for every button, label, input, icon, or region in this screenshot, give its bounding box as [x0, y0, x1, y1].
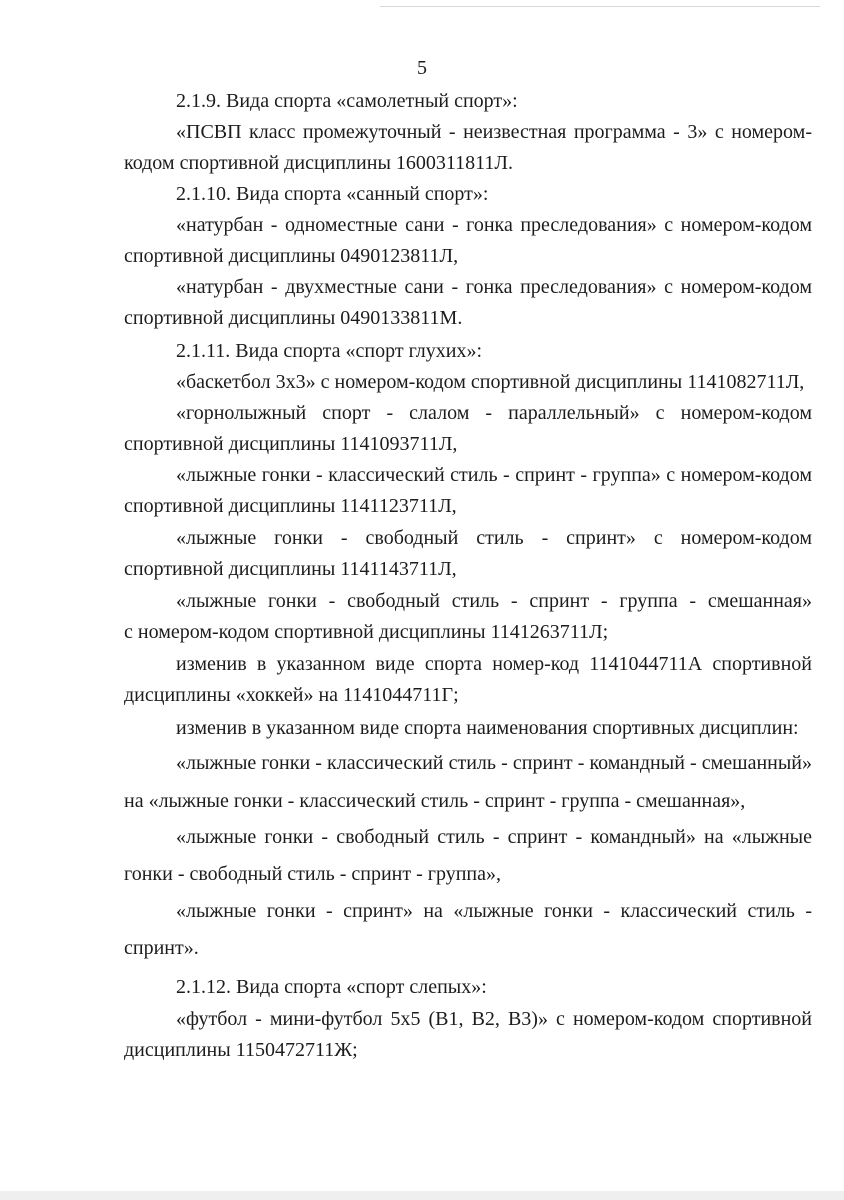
- paragraph-line: «натурбан - двухместные сани - гонка преследования» с номером-кодом: [176, 276, 812, 298]
- paragraph-line: «лыжные гонки - классический стиль - спринт - командный - смешанный»: [176, 752, 812, 774]
- paragraph-line: спортивной дисциплины 1141093711Л,: [124, 433, 458, 455]
- page-number: 5: [417, 57, 427, 79]
- paragraph-line: «футбол - мини-футбол 5x5 (B1, B2, B3)» с номером-кодом спортивной: [176, 1008, 812, 1030]
- section-heading-2-1-10: 2.1.10. Вида спорта «санный спорт»:: [176, 183, 489, 205]
- paragraph-line: «ПСВП класс промежуточный - неизвестная программа - 3» с номером-: [176, 121, 812, 143]
- paragraph-line: спортивной дисциплины 1141143711Л,: [124, 558, 457, 580]
- paragraph-line: изменив в указанном виде спорта номер-код 1141044711А спортивной: [176, 653, 812, 675]
- paragraph-line: изменив в указанном виде спорта наименования спортивных дисциплин:: [176, 717, 799, 739]
- paragraph-line: «натурбан - одноместные сани - гонка преследования» с номером-кодом: [176, 214, 812, 236]
- paragraph-line: дисциплины «хоккей» на 1141044711Г;: [124, 684, 459, 706]
- paragraph-line: кодом спортивной дисциплины 1600311811Л.: [124, 152, 513, 174]
- paragraph-line: «горнолыжный спорт - слалом - параллельный» с номером-кодом: [176, 402, 812, 424]
- paragraph-line: спортивной дисциплины 1141123711Л,: [124, 495, 457, 517]
- section-heading-2-1-11: 2.1.11. Вида спорта «спорт глухих»:: [176, 340, 483, 362]
- paragraph-line: спортивной дисциплины 0490123811Л,: [124, 245, 459, 267]
- scan-edge-top: [380, 6, 820, 7]
- paragraph-line: гонки - свободный стиль - спринт - группа»,: [124, 863, 501, 885]
- paragraph-line: «лыжные гонки - спринт» на «лыжные гонки - классический стиль -: [176, 900, 812, 922]
- paragraph-line: «баскетбол 3x3» с номером-кодом спортивной дисциплины 1141082711Л,: [176, 371, 805, 393]
- paragraph-line: «лыжные гонки - классический стиль - спринт - группа» с номером-кодом: [176, 464, 812, 486]
- paragraph-line: спринт».: [124, 937, 199, 959]
- paragraph-line: «лыжные гонки - свободный стиль - спринт - командный» на «лыжные: [176, 826, 812, 848]
- paragraph-line: с номером-кодом спортивной дисциплины 1141263711Л;: [124, 621, 609, 643]
- section-heading-2-1-12: 2.1.12. Вида спорта «спорт слепых»:: [176, 976, 487, 998]
- paragraph-line: дисциплины 1150472711Ж;: [124, 1039, 358, 1061]
- paragraph-line: на «лыжные гонки - классический стиль - спринт - группа - смешанная»,: [124, 790, 746, 812]
- scan-edge-bottom: [0, 1191, 844, 1200]
- paragraph-line: «лыжные гонки - свободный стиль - спринт» с номером-кодом: [176, 527, 812, 549]
- paragraph-line: «лыжные гонки - свободный стиль - спринт - группа - смешанная»: [176, 590, 812, 612]
- section-heading-2-1-9: 2.1.9. Вида спорта «самолетный спорт»:: [176, 90, 518, 112]
- paragraph-line: спортивной дисциплины 0490133811М.: [124, 307, 463, 329]
